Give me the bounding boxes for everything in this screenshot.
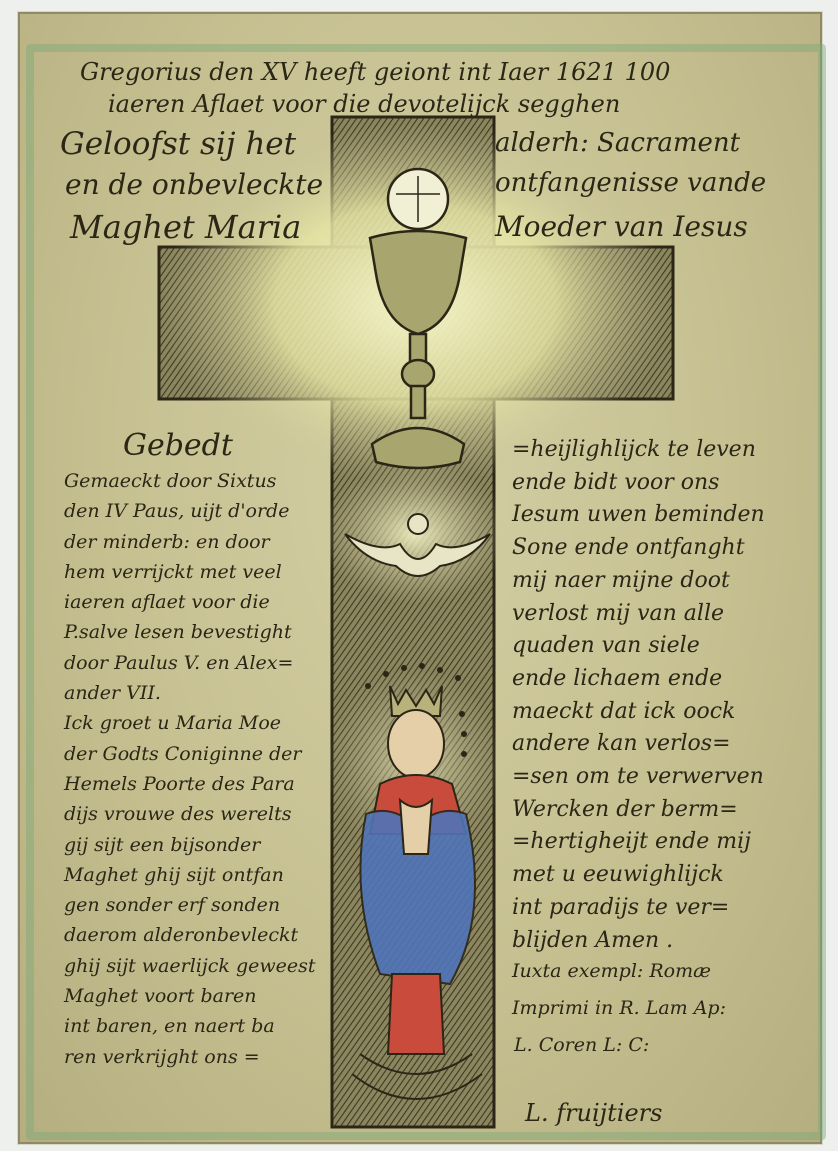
prayer-left-line: der minderb: en door (64, 530, 270, 553)
header-line-1: Gregorius den XV heeft geiont int Iaer 1621 100 (80, 58, 671, 86)
prayer-left-line: ghij sijt waerlijck geweest (64, 954, 316, 977)
prayer-right-line: maeckt dat ick oock (512, 698, 736, 724)
prayer-right-column (512, 434, 812, 957)
prayer-left-line: P.salve lesen bevestight (64, 621, 292, 644)
prayer-right-line: =heijlighlijck te leven (512, 437, 756, 462)
devotional-card (18, 12, 822, 1144)
prayer-right-line: ende bidt voor ons (512, 469, 720, 495)
prayer-left-line: der Godts Coniginne der (64, 742, 302, 765)
prayer-left-line: int baren, en naert ba (64, 1015, 275, 1038)
imprimatur-line-2: Imprimi in R. Lam Ap: (512, 997, 727, 1019)
header-left-3: Geloofst sij het (60, 126, 297, 162)
prayer-right-line: blijden Amen . (512, 927, 674, 953)
header-right-4: ontfangenisse vande (495, 168, 767, 198)
header-line-2: iaeren Aflaet voor die devotelijck segghen (108, 90, 621, 118)
prayer-right-line: Sone ende ontfanght (512, 535, 745, 561)
prayer-left-line: Ick groet u Maria Moe (64, 712, 282, 735)
prayer-left-line: ander VII. (64, 682, 161, 705)
prayer-right-line: andere kan verlos= (512, 731, 731, 757)
prayer-left-line: gij sijt een bijsonder (64, 833, 261, 856)
prayer-left-line: iaeren aflaet voor die (64, 591, 270, 614)
imprimatur-line-1: Iuxta exempl: Romæ (512, 960, 711, 982)
prayer-left-line: Hemels Poorte des Para (64, 772, 295, 795)
prayer-left-line: gen sonder erf sonden (64, 894, 281, 917)
host-wafer (388, 169, 448, 229)
header-right-3: alderh: Sacrament (495, 128, 741, 158)
prayer-right-line: verlost mij van alle (512, 600, 724, 626)
prayer-right-line: met u eeuwighlijck (512, 862, 724, 888)
prayer-right-line: quaden van siele (512, 633, 700, 659)
prayer-left-line: den IV Paus, uijt d'orde (64, 500, 290, 523)
prayer-right-line: mij naer mijne doot (512, 567, 730, 593)
engraver-signature: L. fruijtiers (525, 1099, 663, 1127)
prayer-left-line: Gemaeckt door Sixtus (64, 470, 277, 492)
prayer-left-line: ren verkrijght ons = (64, 1045, 260, 1068)
prayer-right-line: int paradijs te ver= (512, 894, 730, 920)
prayer-left-line: dijs vrouwe des werelts (64, 803, 292, 826)
prayer-right-line: Wercken der berm= (512, 796, 738, 822)
prayer-left-column (64, 466, 354, 1072)
header-left-4: en de onbevleckte (65, 168, 324, 201)
prayer-right-line: =sen om te verwerven (512, 764, 764, 790)
prayer-heading: Gebedt (123, 428, 233, 463)
header-right-5: Moeder van Iesus (495, 210, 748, 243)
header-left-5: Maghet Maria (70, 208, 302, 246)
prayer-right-line: Iesum uwen beminden (512, 502, 765, 528)
prayer-left-line: Maghet ghij sijt ontfan (64, 863, 284, 886)
imprimatur-line-3: L. Coren L: C: (514, 1034, 650, 1056)
prayer-left-line: Maghet voort baren (64, 985, 257, 1008)
prayer-right-line: ende lichaem ende (512, 665, 723, 691)
prayer-left-line: daerom alderonbevleckt (64, 924, 299, 947)
prayer-left-line: door Paulus V. en Alex= (64, 651, 294, 674)
prayer-right-line: =hertigheijt ende mij (512, 829, 751, 855)
prayer-left-line: hem verrijckt met veel (64, 560, 282, 583)
